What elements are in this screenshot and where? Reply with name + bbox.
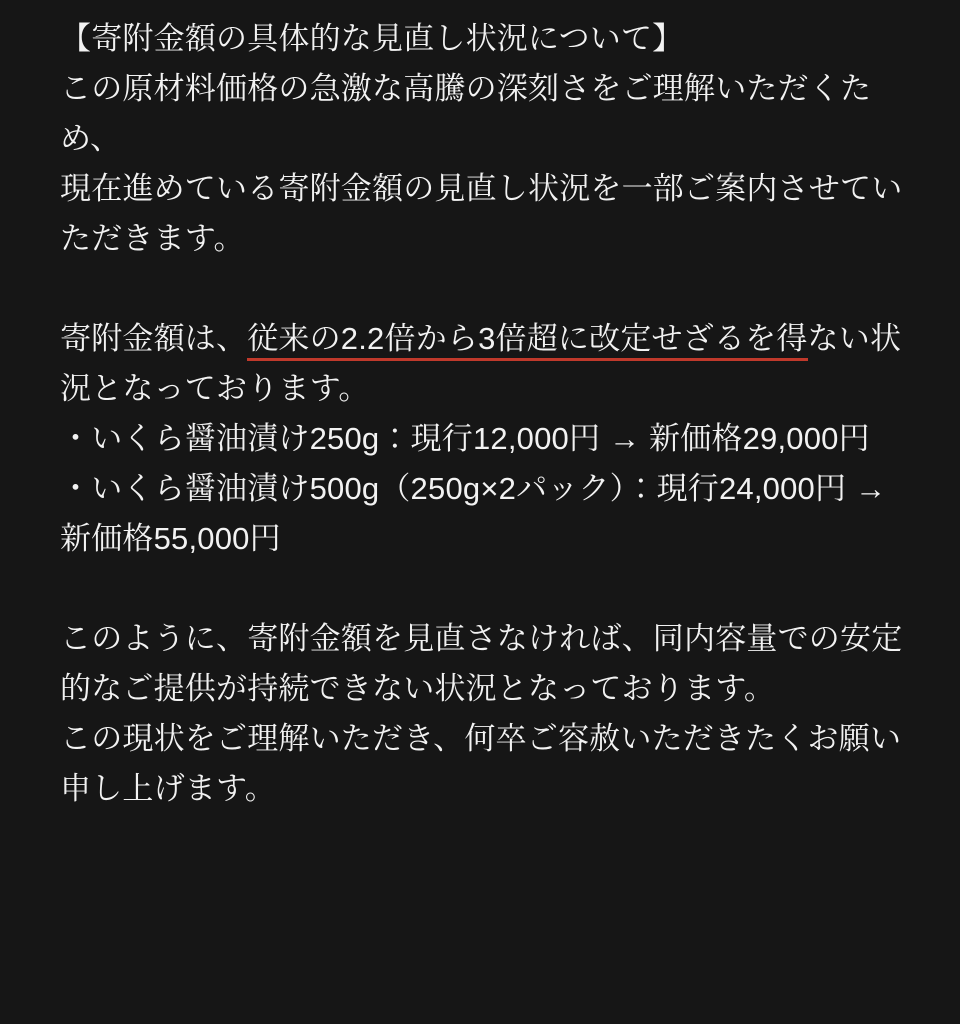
revision-sentence (60, 314, 904, 414)
intro-line-2: 現在進めている寄附金額の見直し状況を一部ご案内させていただきます。 (60, 171, 903, 256)
price-item-1: ・いくら醤油漬け250g：現行12,000円 → 新価格29,000円 (60, 421, 870, 456)
paragraph-spacer-2 (60, 564, 904, 614)
revision-lead: 寄附金額は、 (60, 321, 248, 356)
revision-emphasis: 従来の2.2倍から3倍超に改定せざるを得 (247, 321, 807, 361)
intro-line-1: この原材料価格の急激な高騰の深刻さをご理解いただくため、 (60, 71, 872, 156)
closing-line-1: このように、寄附金額を見直さなければ、同内容量での安定的なご提供が持続できない状況となっております。 (60, 621, 903, 706)
paragraph-spacer-1 (60, 264, 904, 314)
document-heading: 【寄附金額の具体的な見直し状況について】 (60, 21, 684, 56)
closing-line-2: この現状をご理解いただき、何卒ご容赦いただきたくお願い申し上げます。 (60, 721, 902, 806)
revision-tail: ない状況となっております。 (60, 321, 902, 406)
price-item-2: ・いくら醤油漬け500g（250g×2パック）：現行24,000円 → 新価格55,000円 (60, 471, 896, 556)
document-body (60, 14, 904, 814)
